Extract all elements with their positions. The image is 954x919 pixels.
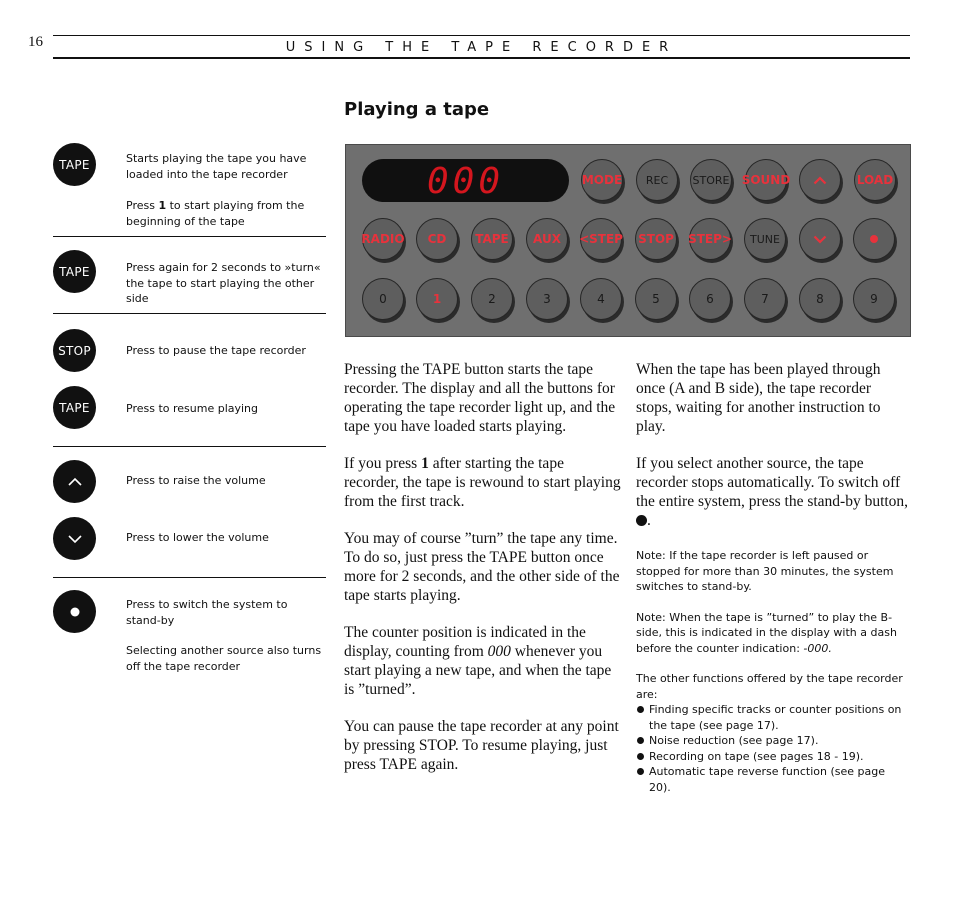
digit-9-button: 9 [853,278,895,320]
divider [53,577,326,578]
divider [53,236,326,237]
section-title: Playing a tape [344,99,490,120]
digit-6-button: 6 [689,278,731,320]
header-rule-top [53,35,910,36]
paragraph: You may of course ”turn” the tape any time. To do so, just press the TAPE button once more for 2 seconds, and the other side of the tape starts playing. [344,530,620,604]
digit-7-button: 7 [744,278,786,320]
paragraph: When the tape has been played through once (A and B side), the tape recorder stops, waiting for another instruction to play. [636,361,881,435]
digit-1-button: 1 [416,278,458,320]
digit-3-button: 3 [526,278,568,320]
tape-button: TAPE [53,386,96,429]
list-item: Noise reduction (see page 17). [636,733,910,749]
volume-up-button [799,159,841,201]
divider [53,446,326,447]
note: Note: If the tape recorder is left paused or stopped for more than 30 minutes, the system switches to stand-by. [636,549,894,593]
body-text-column-2 [636,360,910,795]
instruction-text: Press to lower the volume [126,531,269,544]
cd-button: CD [416,218,458,260]
counter-display-value: 000 [426,161,505,202]
running-header: USING THE TAPE RECORDER [285,40,678,55]
paragraph: If you press 1 after starting the tape recorder, the tape is rewound to start playing from the first track. [344,455,621,510]
instruction-text: Press again for 2 seconds to »turn« the tape to start playing the other side [126,261,321,305]
standby-dot-icon [53,590,96,633]
digit-0-button: 0 [362,278,404,320]
tape-button: TAPE [471,218,513,260]
tune-button: TUNE [744,218,786,260]
counter-display [362,159,569,202]
step-forward-button: STEP> [689,218,731,260]
step-back-button: <STEP [580,218,622,260]
list-item: Recording on tape (see pages 18 - 19). [636,749,910,765]
stop-button: STOP [53,329,96,372]
radio-button: RADIO [362,218,404,260]
aux-button: AUX [526,218,568,260]
instruction-text: Starts playing the tape you have loaded into the tape recorder [126,152,307,181]
digit-4-button: 4 [580,278,622,320]
body-text-column-1 [344,360,622,792]
note: The other functions offered by the tape recorder are: [636,672,903,701]
page-number: 16 [28,34,43,50]
rec-button: REC [636,159,678,201]
paragraph: The counter position is indicated in the display, counting from 000 whenever you start playing a new tape, and when the tape is ”turned”. [344,624,612,698]
note: Note: When the tape is ”turned” to play the B-side, this is indicated in the display with a dash before the counter indication: -000. [636,610,897,655]
mode-button: MODE [581,159,623,201]
digit-8-button: 8 [799,278,841,320]
function-list [636,702,910,795]
instruction-text: Press to resume playing [126,402,259,415]
header-rule-bottom [53,57,910,59]
tape-button: TAPE [53,143,96,186]
paragraph: You can pause the tape recorder at any point by pressing STOP. To resume playing, just press TAPE again. [344,718,619,773]
paragraph: If you select another source, the tape recorder stops automatically. To switch off the entire system, press the stand-by button, . [636,455,909,529]
instruction-text: Press to pause the tape recorder [126,344,306,357]
digit-2-button: 2 [471,278,513,320]
standby-dot-icon [636,515,647,526]
chevron-down-icon [813,235,827,244]
stop-button: STOP [635,218,677,260]
store-button: STORE [690,159,732,201]
chevron-up-icon [813,176,827,185]
instruction-text-press-1: Press 1 to start playing from the beginning of the tape [126,199,305,228]
control-panel-illustration [345,144,911,337]
tape-button: TAPE [53,250,96,293]
sound-button: SOUND [745,159,787,201]
instruction-text: Press to switch the system to stand-by [126,598,288,627]
divider [53,313,326,314]
paragraph: Pressing the TAPE button starts the tape recorder. The display and all the buttons for operating the tape recorder light up, and the tape you have loaded starts playing. [344,361,616,435]
list-item: Finding specific tracks or counter positions on the tape (see page 17). [636,702,910,733]
standby-button [853,218,895,260]
instruction-text: Selecting another source also turns off the tape recorder [126,644,322,673]
chevron-up-icon [53,460,96,503]
instruction-text: Press to raise the volume [126,474,266,487]
volume-down-button [799,218,841,260]
standby-dot-icon [869,234,879,244]
load-button: LOAD [854,159,896,201]
chevron-down-icon [53,517,96,560]
digit-5-button: 5 [635,278,677,320]
list-item: Automatic tape reverse function (see page 20). [636,764,910,795]
